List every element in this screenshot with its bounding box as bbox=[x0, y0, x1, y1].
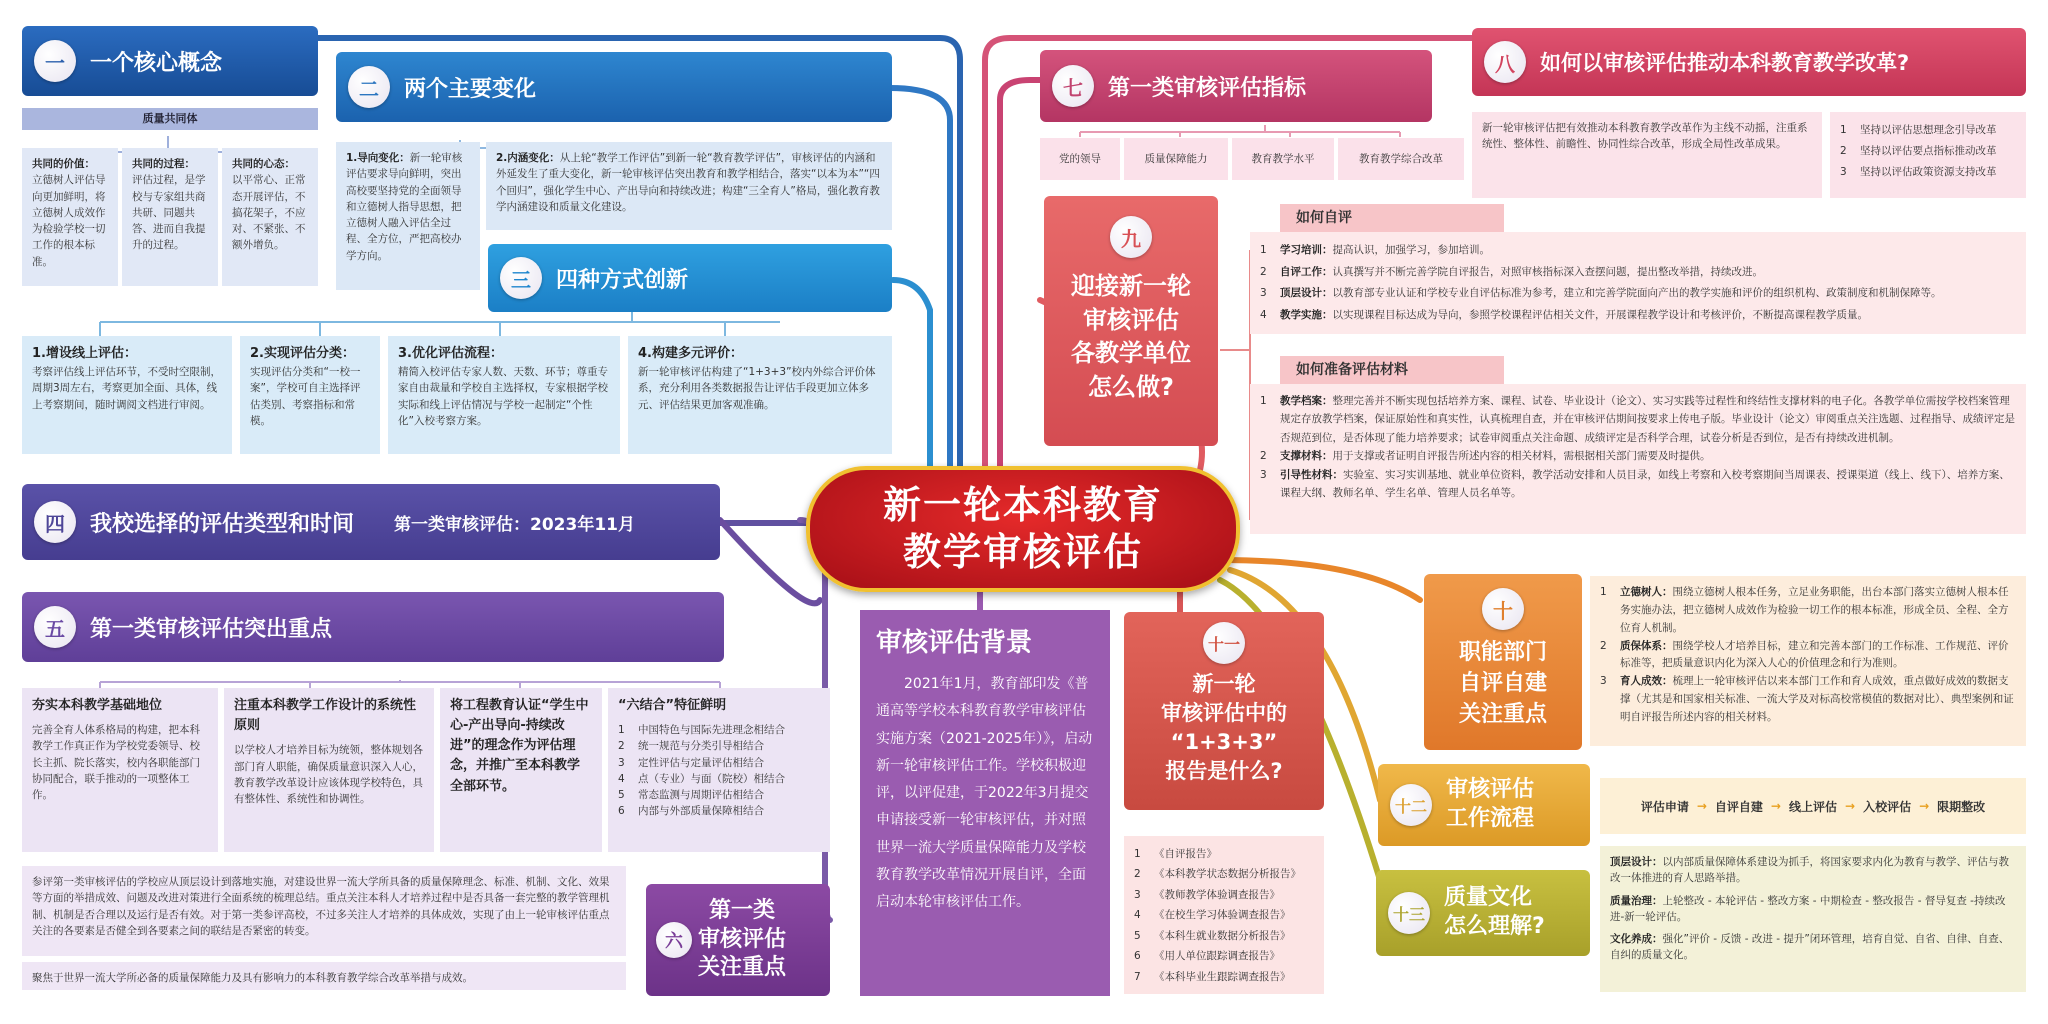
s7-tag-1: 党的领导 bbox=[1040, 138, 1120, 180]
s2-b-body: 从上轮“教学工作评估”到新一轮“教育教学评估”，审核评估的内涵和外延发生了重大变化，新一轮审核评估突出教育和教学相结合，落实“以本为本”“四个回归”，强化学生中心、产出导向和持续改进；构建“三全育人”格局，强化教育教学内涵建设和质量文化建设。 bbox=[496, 152, 880, 213]
list-item: 2 支撑材料：用于支撑或者证明自评报告所述内容的相关材料，需根据相关部门需要及时提供。 bbox=[1260, 450, 1711, 463]
section-7-title: 第一类审核评估指标 bbox=[1108, 75, 1307, 101]
section-4-date: 第一类审核评估：2023年11月 bbox=[394, 514, 635, 535]
list-item: 2 质保体系：围绕学校人才培养目标，建立和完善本部门的工作标准、工作规范、评价标准等，把质量意识内化为深入人心的价值理念和行为准则。 bbox=[1600, 639, 2009, 670]
list-item: 质量治理：上轮整改 - 本轮评估 - 整改方案 - 中期检查 - 整改报告 - 督导复查 -持续改进-新一轮评估。 bbox=[1610, 894, 2006, 923]
section-5-title: 第一类审核评估突出重点 bbox=[90, 616, 333, 642]
background-body: 2021年1月，教育部印发《普通高等学校本科教育教学审核评估实施方案（2021-2025年）》，启动新一轮审核评估工作。学校积极迎评，以评促建，于2022年3月提交申请接受新一轮审核评估，并对照世界一流大学质量保障能力及学校教育教学改革情况开展自评，全面启动本轮审核评估工作。 bbox=[876, 676, 1093, 911]
list-item: 4 教学实施：以实现课程目标达成为导向，参照学校课程评估相关文件，开展课程教学设计和考核评价，不断提高课程教学质量。 bbox=[1260, 308, 1868, 321]
s1-col-3 bbox=[222, 148, 318, 286]
center-title bbox=[806, 466, 1240, 592]
section-8-header bbox=[1472, 28, 2026, 96]
section-6-title-2: 审核评估 bbox=[698, 926, 787, 952]
s2-content-change bbox=[486, 142, 892, 230]
s5-c2-head: 注重本科教学工作设计的系统性原则 bbox=[234, 698, 417, 734]
s7-tag-4: 教育教学综合改革 bbox=[1338, 138, 1464, 180]
s2-a-head: 1.导向变化： bbox=[346, 152, 410, 164]
list-item: 顶层设计：以内部质量保障体系建设为抓手，将国家要求内化为教育与教学、评估与教改一体推进的育人思路举措。 bbox=[1610, 856, 2009, 885]
process-step: 评估申请 bbox=[1640, 799, 1689, 814]
process-step: 线上评估 bbox=[1788, 799, 1837, 814]
list-item: 1 教学档案：整理完善并不断实现包括培养方案、课程、试卷、毕业设计（论文）、实习实践等过程性和终结性支撑材料的电子化。各教学单位需按学校档案管理规定存放教学档案，保证原始性和真实性，认真梳理自查，并在审核评估期间按要求上传电子版。毕业设计（论文）审阅重点关注选题、过程指导、成绩评定是否规范到位，是否体现了能力培养要求；试卷审阅重点关注命题、成绩评定是否科学合理，试卷分析是否到位，是否有持续改进机制。 bbox=[1260, 395, 2015, 444]
list-item: 文化养成：强化”评价 - 反馈 - 改进 - 提升”闭环管理，培育自觉、自省、自律、自查、自纠的质量文化。 bbox=[1610, 933, 2010, 962]
section-6-title-3: 关注重点 bbox=[698, 955, 787, 981]
s12-process-flow bbox=[1600, 778, 2026, 834]
list-item: 3 顶层设计：以教育部专业认证和学校专业自评估标准为参考，建立和完善学院面向产出的教学实施和评价的组织机构、政策制度和机制保障等。 bbox=[1260, 287, 1942, 300]
s1-col-3-body: 以平常心、正常态开展评估，不搞花架子，不应对、不紧张、不额外增负。 bbox=[232, 174, 306, 252]
s5-col-4 bbox=[608, 688, 830, 852]
section-2-header bbox=[336, 52, 892, 122]
list-item: 5 常态监测与周期评估相结合 bbox=[618, 789, 764, 802]
list-item: 3 引导性材料：实验室、实习实训基地、就业单位资料，教学活动安排和人员目录，如线上考察和入校考察期间当周课表、授课渠道（线上、线下）、培养方案、课程大纲、教师名单、学生名单、管理人员名单等。 bbox=[1260, 468, 2010, 499]
section-1-number: 一 bbox=[34, 40, 76, 82]
s3-item-1 bbox=[22, 336, 232, 454]
list-item: 1 学习培训：提高认识，加强学习，参加培训。 bbox=[1260, 244, 1490, 256]
s9-self-eval-list bbox=[1250, 232, 2026, 334]
s1-col-1 bbox=[22, 148, 118, 286]
list-item: 2 统一规范与分类引导相结合 bbox=[618, 740, 764, 753]
list-item: 6 内部与外部质量保障相结合 bbox=[618, 805, 764, 818]
list-item: 3 《教师教学体验调查报告》 bbox=[1134, 888, 1280, 901]
s5-c2-body: 以学校人才培养目标为统领，整体规划各部门育人职能，确保质量意识深入人心，教育教学改革设计应该体现学校特色，具有整体性、系统性和协调性。 bbox=[234, 744, 423, 806]
process-step: 限期整改 bbox=[1937, 799, 1986, 814]
s13-items bbox=[1600, 846, 2026, 992]
section-10-title: 职能部门 自评自建 关注重点 bbox=[1458, 640, 1547, 727]
arrow-right-icon: → bbox=[1845, 799, 1856, 813]
section-9-number: 九 bbox=[1110, 216, 1152, 258]
list-item: 2 《本科教学状态数据分析报告》 bbox=[1134, 868, 1301, 881]
section-13-number: 十三 bbox=[1388, 892, 1430, 934]
list-item: 3 坚持以评估政策资源支持改革 bbox=[1840, 166, 1997, 178]
s1-col-1-head: 共同的价值： bbox=[32, 158, 95, 170]
s5-col-1 bbox=[22, 688, 218, 852]
section-2-title: 两个主要变化 bbox=[404, 76, 537, 102]
section-12-title: 审核评估 工作流程 bbox=[1446, 777, 1535, 831]
section-9-header bbox=[1044, 196, 1218, 446]
s8-intro: 新一轮审核评估把有效推动本科教育教学改革作为主线不动摇，注重系统性、整体性、前瞻性、协同性综合改革，形成全局性改革成果。 bbox=[1472, 112, 1822, 198]
list-item: 2 坚持以评估要点指标推动改革 bbox=[1840, 145, 1997, 157]
s3-item-3 bbox=[388, 336, 620, 454]
section-2-number: 二 bbox=[348, 66, 390, 108]
s3-item-2-body: 实现评估分类和“一校一案”，学校可自主选择评估类别、考察指标和常模。 bbox=[250, 366, 361, 427]
s3-item-2-head: 2.实现评估分类： bbox=[250, 346, 355, 361]
s1-col-2-body: 评估过程，是学校与专家组共商共研、同题共答、进而自我提升的过程。 bbox=[132, 174, 206, 252]
list-item: 1 立德树人：围绕立德树人根本任务，立足业务职能，出台本部门落实立德树人根本任务实施办法，把立德树人成效作为检验一切工作的根本标准，形成全员、全程、全方位育人机制。 bbox=[1600, 586, 2009, 634]
section-7-number: 七 bbox=[1052, 65, 1094, 107]
arrow-right-icon: → bbox=[1696, 799, 1707, 813]
s3-item-3-head: 3.优化评估流程： bbox=[398, 346, 503, 361]
list-item: 3 育人成效：梳理上一轮审核评估以来本部门工作和育人成效，重点做好成效的数据支撑（尤其是和国家相关标准、一流大学及对标高校常模值的数据对比）、典型案例和证明自评报告所述内容的相关材料。 bbox=[1600, 675, 2014, 723]
s6-paragraph-1: 参评第一类审核评估的学校应从顶层设计到落地实施，对建设世界一流大学所具备的质量保障理念、标准、机制、文化、效果等方面的举措成效、问题及改进对策进行全面系统的梳理总结。重点关注本科人才培养过程中是否具备一套完整的教学管理机制、机制是否合理以及运行是否有效。对于第一类参评高校，不过多关注人才培养的具体成效，实现了由上一轮审核评估重点关注的各要素是否健全到各要素之间的联结是否紧密的转变。 bbox=[22, 866, 626, 956]
s1-col-3-head: 共同的心态： bbox=[232, 158, 295, 170]
section-6-title-1: 第一类 bbox=[709, 898, 776, 924]
section-11-header bbox=[1124, 612, 1324, 810]
s11-report-list bbox=[1124, 836, 1324, 994]
center-title-line-2: 教学审核评估 bbox=[902, 530, 1143, 574]
section-11-number: 十一 bbox=[1203, 622, 1245, 664]
section-8-number: 八 bbox=[1484, 41, 1526, 83]
section-1-header bbox=[22, 26, 318, 96]
six-combination-list bbox=[618, 722, 820, 820]
s10-list-box bbox=[1590, 576, 2026, 746]
section-11-title: 新一轮 审核评估中的 “1+3+3” 报告是什么? bbox=[1161, 672, 1287, 783]
list-item: 1 坚持以评估思想理念引导改革 bbox=[1840, 124, 1997, 136]
arrow-right-icon: → bbox=[1919, 799, 1930, 813]
section-3-header bbox=[488, 244, 892, 312]
s1-col-1-body: 立德树人评估导向更加鲜明，将立德树人成效作为检验学校一切工作的根本标准。 bbox=[32, 174, 106, 268]
section-4-number: 四 bbox=[34, 501, 76, 543]
s8-list-box bbox=[1830, 112, 2026, 198]
section-5-number: 五 bbox=[34, 606, 76, 648]
s9-subhead-materials: 如何准备评估材料 bbox=[1280, 356, 1504, 384]
s5-c1-body: 完善全育人体系格局的构建，把本科教学工作真正作为学校党委领导、校长主抓、院长落实，校内各职能部门协同配合，联手推动的一项整体工作。 bbox=[32, 724, 200, 802]
s7-tag-3: 教育教学水平 bbox=[1232, 138, 1334, 180]
s5-col-2 bbox=[224, 688, 434, 852]
section-5-header bbox=[22, 592, 724, 662]
background-title: 审核评估背景 bbox=[876, 628, 1033, 658]
list-item: 6 《用人单位跟踪调查报告》 bbox=[1134, 950, 1280, 963]
process-step: 自评自建 bbox=[1714, 799, 1763, 814]
s9-materials-list bbox=[1250, 384, 2026, 534]
list-item: 5 《本科生就业数据分析报告》 bbox=[1134, 929, 1291, 942]
s5-col-3: 将工程教育认证“学生中心-产出导向-持续改进”的理念作为评估理念，并推广至本科教学全部环节。 bbox=[440, 688, 602, 852]
s5-c4-head: “六结合”特征鲜明 bbox=[618, 698, 727, 713]
s2-b-head: 2.内涵变化： bbox=[496, 152, 560, 164]
section-6-header bbox=[646, 884, 830, 996]
s3-item-4 bbox=[628, 336, 892, 454]
s3-item-1-head: 1.增设线上评估： bbox=[32, 346, 137, 361]
s3-item-4-head: 4.构建多元评价： bbox=[638, 346, 743, 361]
section-13-header bbox=[1376, 870, 1590, 956]
quality-community-label: 质量共同体 bbox=[22, 108, 318, 130]
s1-col-2-head: 共同的过程： bbox=[132, 158, 195, 170]
section-9-title: 迎接新一轮 审核评估 各教学单位 怎么做? bbox=[1071, 272, 1191, 401]
background-box bbox=[860, 610, 1110, 996]
s9-subhead-self-eval: 如何自评 bbox=[1280, 204, 1504, 232]
section-3-title: 四种方式创新 bbox=[556, 267, 689, 293]
arrow-right-icon: → bbox=[1770, 799, 1781, 813]
section-10-number: 十 bbox=[1482, 588, 1524, 630]
s2-a-body: 新一轮审核评估要求导向鲜明，突出高校要坚持党的全面领导和立德树人指导思想，把立德树人融入评估全过程、全方位，严把高校办学方向。 bbox=[346, 152, 463, 262]
section-3-number: 三 bbox=[500, 257, 542, 299]
section-13-title: 质量文化 怎么理解? bbox=[1444, 885, 1545, 939]
s8-list bbox=[1840, 120, 2016, 183]
s2-guidance-change bbox=[336, 142, 480, 290]
list-item: 4 《在校生学习体验调查报告》 bbox=[1134, 909, 1291, 922]
s3-item-3-body: 精简入校评估专家人数、天数、环节；尊重专家自由裁量和学校自主选择权，专家根据学校实际和线上评估情况与学校一起制定“个性化”入校考察方案。 bbox=[398, 366, 608, 427]
center-title-line-1: 新一轮本科教育 bbox=[882, 482, 1163, 527]
list-item: 4 点（专业）与面（院校）相结合 bbox=[618, 772, 785, 785]
s1-col-2 bbox=[122, 148, 218, 286]
section-1-title: 一个核心概念 bbox=[90, 50, 223, 76]
section-4-header bbox=[22, 484, 720, 560]
section-6-number: 六 bbox=[656, 922, 692, 958]
section-12-header bbox=[1378, 764, 1590, 846]
s7-tag-2: 质量保障能力 bbox=[1124, 138, 1228, 180]
s3-item-2 bbox=[240, 336, 380, 454]
list-item: 2 自评工作：认真撰写并不断完善学院自评报告，对照审核指标深入查摆问题，提出整改举措，持续改进。 bbox=[1260, 265, 1763, 278]
section-12-number: 十二 bbox=[1390, 784, 1432, 826]
process-step: 入校评估 bbox=[1863, 799, 1912, 814]
list-item: 7 《本科毕业生跟踪调查报告》 bbox=[1134, 970, 1291, 983]
s3-item-4-body: 新一轮审核评估构建了“1+3+3”校内外综合评价体系，充分利用各类数据报告让评估手段更加立体多元、评估结果更加客观准确。 bbox=[638, 366, 876, 411]
list-item: 3 定性评估与定量评估相结合 bbox=[618, 756, 764, 769]
list-item: 1 《自评报告》 bbox=[1134, 848, 1217, 860]
list-item: 1 中国特色与国际先进理念相结合 bbox=[618, 724, 785, 737]
section-8-title: 如何以审核评估推动本科教育教学改革? bbox=[1540, 51, 1910, 75]
section-4-title: 我校选择的评估类型和时间 bbox=[90, 511, 355, 537]
s3-item-1-body: 考察评估线上评估环节，不受时空限制，周期3周左右，考察更加全面、具体，线上考察期间，随时调阅文档进行审阅。 bbox=[32, 366, 221, 411]
section-7-header bbox=[1040, 50, 1432, 122]
s5-c1-head: 夯实本科教学基础地位 bbox=[32, 698, 163, 713]
s6-paragraph-2: 聚焦于世界一流大学所必备的质量保障能力及具有影响力的本科教育教学综合改革举措与成效。 bbox=[22, 962, 626, 990]
section-10-header bbox=[1424, 574, 1582, 750]
